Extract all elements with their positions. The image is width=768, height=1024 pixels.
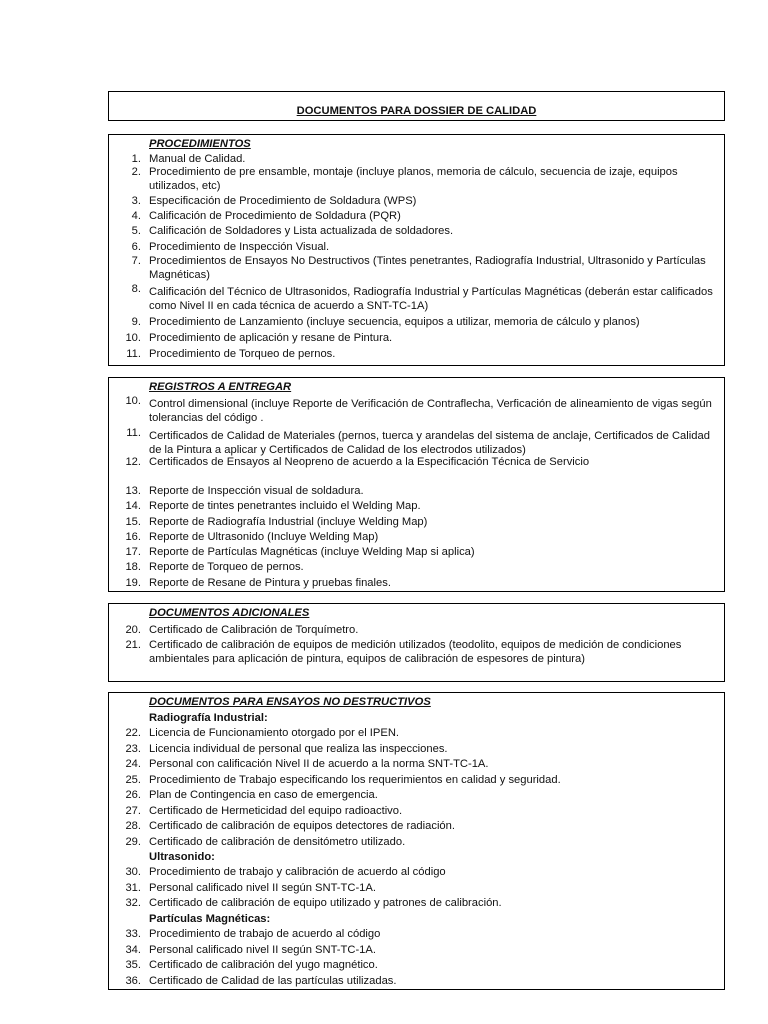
item-text: Certificado de calibración de equipos de medición utilizados (teodolito, equipos de medición de condiciones ambientales para aplicación de pintura, equipos de calibración de espesores de pintura): [149, 639, 682, 665]
item-number: 1.: [131, 153, 141, 165]
subheading-ultrasonido: Ultrasonido:: [149, 851, 215, 863]
item-text: Reporte de Torqueo de pernos.: [149, 561, 304, 573]
item-text: Reporte de Partículas Magnéticas (incluye Welding Map si aplica): [149, 546, 475, 558]
item-text: Personal con calificación Nivel II de acuerdo a la norma SNT-TC-1A.: [149, 758, 489, 770]
item-text: Certificado de calibración de equipo utilizado y patrones de calibración.: [149, 897, 502, 909]
item-text: Licencia individual de personal que realiza las inspecciones.: [149, 743, 448, 755]
item-number: 33.: [125, 928, 141, 940]
item-text: Reporte de Inspección visual de soldadura.: [149, 485, 364, 497]
item-number: 30.: [125, 866, 141, 878]
item-number: 8.: [131, 283, 141, 295]
item-text: Reporte de Resane de Pintura y pruebas finales.: [149, 577, 391, 589]
item-number: 15.: [125, 516, 141, 528]
section-heading-procedimientos: PROCEDIMIENTOS: [149, 138, 251, 150]
item-number: 18.: [125, 561, 141, 573]
item-number: 10.: [125, 332, 141, 344]
item-number: 28.: [125, 820, 141, 832]
item-text: Procedimiento de trabajo de acuerdo al código: [149, 928, 381, 940]
item-text: Licencia de Funcionamiento otorgado por el IPEN.: [149, 727, 400, 739]
item-text: Calificación de Procedimiento de Soldadura (PQR): [149, 210, 401, 222]
item-text: Certificado de calibración de equipos detectores de radiación.: [149, 820, 455, 832]
section-heading-registros: REGISTROS A ENTREGAR: [149, 381, 292, 393]
section-procedimientos: [108, 134, 725, 366]
section-adicionales: [108, 603, 725, 682]
section-registros: [108, 377, 725, 592]
item-text: Procedimiento de aplicación y resane de Pintura.: [149, 332, 393, 344]
item-text: Calificación de Soldadores y Lista actualizada de soldadores.: [149, 225, 454, 237]
item-number: 36.: [125, 975, 141, 987]
item-text: Personal calificado nivel II según SNT-TC-1A.: [149, 882, 376, 894]
item-text: Especificación de Procedimiento de Soldadura (WPS): [149, 195, 417, 207]
item-text: Certificados de Calidad de Materiales (pernos, tuerca y arandelas del sistema de anclaje, Certificados de Calidad de la Pintura a aplicar y Certificados de Calidad de los electrodos utilizados): [149, 430, 710, 456]
item-number: 32.: [125, 897, 141, 909]
item-number: 35.: [125, 959, 141, 971]
item-text: Procedimiento de pre ensamble, montaje (incluye planos, memoria de cálculo, secuencia de izaje, equipos utilizados, etc): [149, 166, 678, 192]
item-number: 11.: [126, 348, 141, 360]
item-number: 6.: [131, 241, 141, 253]
item-number: 31.: [125, 882, 141, 894]
item-number: 2.: [131, 166, 141, 178]
item-text: Procedimientos de Ensayos No Destructivos (Tintes penetrantes, Radiografía Industrial, Ultrasonido y Partículas Magnéticas): [149, 255, 706, 281]
item-number: 7.: [131, 255, 141, 267]
item-number: 20.: [125, 624, 141, 636]
subheading-particulas: Partículas Magnéticas:: [149, 913, 271, 925]
item-number: 11.: [126, 427, 141, 439]
item-number: 10.: [125, 395, 141, 407]
document-title: DOCUMENTOS PARA DOSSIER DE CALIDAD: [296, 105, 537, 117]
item-text: Plan de Contingencia en caso de emergencia.: [149, 789, 378, 801]
item-number: 27.: [125, 805, 141, 817]
item-number: 13.: [125, 485, 141, 497]
item-text: Procedimiento de Torqueo de pernos.: [149, 348, 336, 360]
subheading-radiografia: Radiografía Industrial:: [149, 712, 268, 724]
item-number: 4.: [131, 210, 141, 222]
item-text: Procedimiento de Inspección Visual.: [149, 241, 330, 253]
section-heading-ensayos: DOCUMENTOS PARA ENSAYOS NO DESTRUCTIVOS: [149, 696, 431, 708]
item-text: Certificado de Calibración de Torquímetro.: [149, 624, 359, 636]
item-number: 19.: [125, 577, 141, 589]
item-number: 3.: [131, 195, 141, 207]
item-text: Reporte de Ultrasonido (Incluye Welding Map): [149, 531, 379, 543]
item-number: 17.: [125, 546, 141, 558]
item-text: Procedimiento de Trabajo especificando los requerimientos en calidad y seguridad.: [149, 774, 561, 786]
item-number: 14.: [125, 500, 141, 512]
item-text: Control dimensional (incluye Reporte de Verificación de Contraflecha, Verficación de alineamiento de vigas según tolerancias del código .: [149, 398, 712, 424]
item-number: 12.: [125, 456, 141, 468]
item-text: Certificado de Hermeticidad del equipo radioactivo.: [149, 805, 403, 817]
item-text: Certificado de calibración del yugo magnético.: [149, 959, 378, 971]
item-text: Reporte de Radiografía Industrial (incluye Welding Map): [149, 516, 428, 528]
item-number: 26.: [125, 789, 141, 801]
item-number: 9.: [131, 316, 141, 328]
item-text: Calificación del Técnico de Ultrasonidos, Radiografía Industrial y Partículas Magnéticas (deberán estar calificados como Nivel II en cada técnica de acuerdo a SNT-TC-1A): [149, 286, 713, 312]
item-text: Reporte de tintes penetrantes incluido el Welding Map.: [149, 500, 421, 512]
item-number: 29.: [125, 836, 141, 848]
item-text: Manual de Calidad.: [149, 153, 246, 165]
item-number: 34.: [125, 944, 141, 956]
item-number: 25.: [125, 774, 141, 786]
document-title-box: [108, 91, 725, 121]
item-text: Certificados de Ensayos al Neopreno de acuerdo a la Especificación Técnica de Servicio: [149, 456, 590, 468]
item-number: 24.: [125, 758, 141, 770]
item-text: Personal calificado nivel II según SNT-TC-1A.: [149, 944, 376, 956]
section-heading-adicionales: DOCUMENTOS ADICIONALES: [149, 607, 310, 619]
item-number: 23.: [125, 743, 141, 755]
item-number: 21.: [125, 639, 141, 651]
item-number: 5.: [131, 225, 141, 237]
section-ensayos: [108, 692, 725, 990]
item-text: Certificado de calibración de densitómetro utilizado.: [149, 836, 406, 848]
item-number: 22.: [125, 727, 141, 739]
item-number: 16.: [125, 531, 141, 543]
item-text: Certificado de Calidad de las partículas utilizadas.: [149, 975, 397, 987]
item-text: Procedimiento de trabajo y calibración de acuerdo al código: [149, 866, 446, 878]
item-text: Procedimiento de Lanzamiento (incluye secuencia, equipos a utilizar, memoria de cálculo y planos): [149, 316, 640, 328]
